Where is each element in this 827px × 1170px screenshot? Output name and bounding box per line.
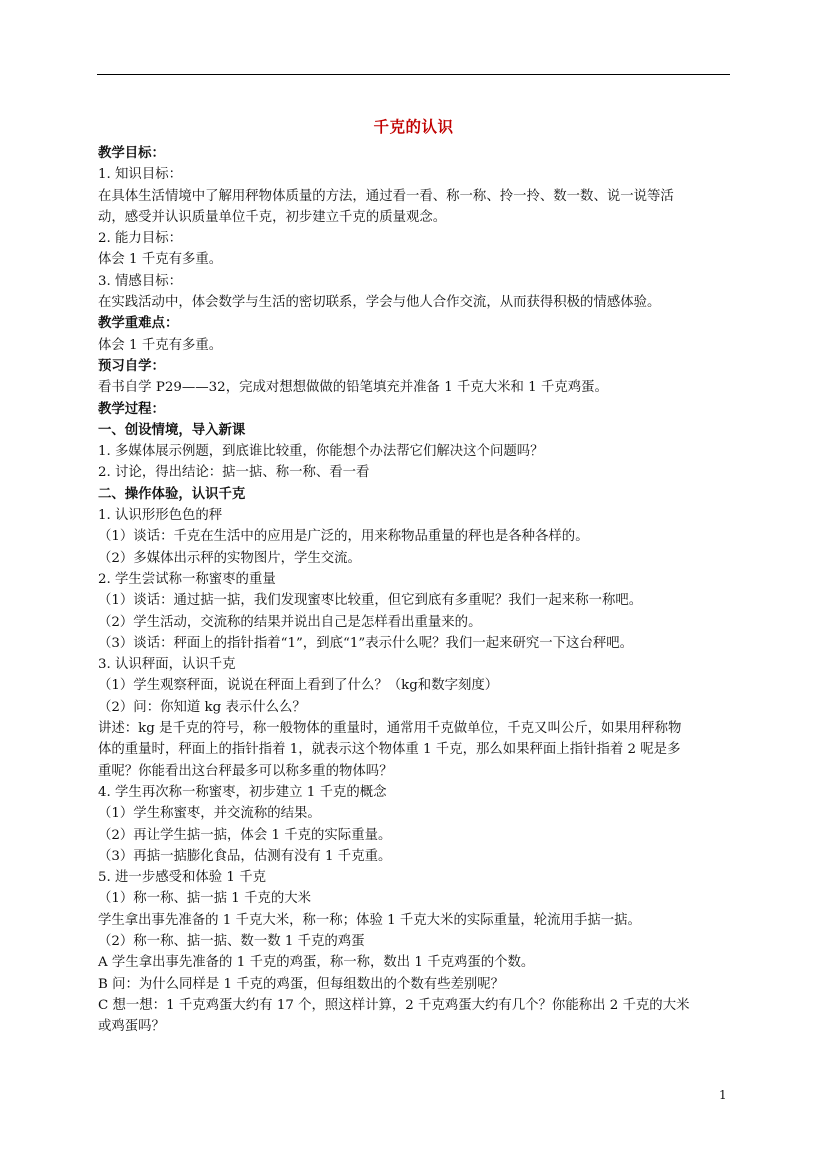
body-line: 重呢？你能看出这台秤最多可以称多重的物体吗？ bbox=[98, 763, 393, 779]
section-heading: 教学重难点： bbox=[98, 315, 179, 332]
body-line: 学生拿出事先准备的 1 千克大米，称一称；体验 1 千克大米的实际重量，轮流用手掂一掂。 bbox=[98, 912, 641, 928]
body-line: （3）再掂一掂膨化食品，估测有没有 1 千克重。 bbox=[98, 848, 392, 864]
body-line: 2. 学生尝试称一称蜜枣的重量 bbox=[98, 571, 276, 587]
body-line: 体的重量时，秤面上的指针指着 1，就表示这个物体重 1 千克，那么如果秤面上指针指着 2 呢是多 bbox=[98, 742, 681, 758]
body-line: 体会 1 千克有多重。 bbox=[98, 252, 223, 268]
body-line: 5. 进一步感受和体验 1 千克 bbox=[98, 870, 266, 886]
section-heading: 二、操作体验，认识千克 bbox=[98, 485, 246, 502]
body-line: 2. 讨论，得出结论：掂一掂、称一称、看一看 bbox=[98, 465, 370, 481]
body-line: 动，感受并认识质量单位千克，初步建立千克的质量观念。 bbox=[98, 209, 447, 225]
body-line: （2）学生活动，交流称的结果并说出自己是怎样看出重量来的。 bbox=[98, 614, 482, 630]
body-line: 1. 认识形形色色的秤 bbox=[98, 508, 223, 524]
body-line: 3. 认识秤面，认识千克 bbox=[98, 657, 236, 673]
section-heading: 一、创设情境，导入新课 bbox=[98, 421, 246, 438]
body-line: 1. 知识目标： bbox=[98, 167, 182, 183]
body-line: 讲述：kg 是千克的符号，称一般物体的重量时，通常用千克做单位，千克又叫公斤，如果用秤称物 bbox=[98, 721, 682, 737]
body-line: 在具体生活情境中了解用秤物体质量的方法，通过看一看、称一称、拎一拎、数一数、说一说等活 bbox=[98, 188, 674, 204]
body-line: C 想一想：1 千克鸡蛋大约有 17 个，照这样计算，2 千克鸡蛋大约有几个？你能称出 2 千克的大米 bbox=[98, 997, 690, 1013]
body-line: 3. 情感目标： bbox=[98, 273, 182, 289]
document-title: 千克的认识 bbox=[373, 117, 454, 136]
body-line: 体会 1 千克有多重。 bbox=[98, 337, 223, 353]
section-heading: 预习自学： bbox=[98, 357, 165, 374]
body-line: （1）学生称蜜枣，并交流称的结果。 bbox=[98, 806, 321, 822]
header-rule bbox=[97, 74, 730, 75]
page-number: 1 bbox=[719, 1088, 727, 1102]
body-line: 或鸡蛋吗？ bbox=[98, 1019, 165, 1035]
body-line: （2）问：你知道 kg 表示什么么？ bbox=[98, 699, 306, 715]
body-line: （2）再让学生掂一掂，体会 1 千克的实际重量。 bbox=[98, 827, 392, 843]
body-line: （3）谈话：秤面上的指针指着“1”，到底“1”表示什么呢？我们一起来研究一下这台秤吧。 bbox=[98, 635, 634, 651]
document-body bbox=[98, 143, 732, 1037]
body-line: （1）谈话：千克在生活中的应用是广泛的，用来称物品重量的秤也是各种各样的。 bbox=[98, 529, 589, 545]
body-line: （2）多媒体出示秤的实物图片，学生交流。 bbox=[98, 550, 361, 566]
body-line: （1）称一称、掂一掂 1 千克的大米 bbox=[98, 891, 312, 907]
body-line: 2. 能力目标： bbox=[98, 231, 182, 247]
body-line: （2）称一称、掂一掂、数一数 1 千克的鸡蛋 bbox=[98, 933, 365, 949]
body-line: 在实践活动中，体会数学与生活的密切联系，学会与他人合作交流，从而获得积极的情感体验。 bbox=[98, 295, 661, 311]
section-heading: 教学过程： bbox=[98, 400, 165, 417]
body-line: 看书自学 P29——32，完成对想想做做的铅笔填充并准备 1 千克大米和 1 千克鸡蛋。 bbox=[98, 380, 608, 396]
body-line: 4. 学生再次称一称蜜枣，初步建立 1 千克的概念 bbox=[98, 784, 387, 800]
body-line: （1）学生观察秤面，说说在秤面上看到了什么？（kg和数字刻度） bbox=[98, 678, 499, 694]
body-line: B 问：为什么同样是 1 千克的鸡蛋，但每组数出的个数有些差别呢？ bbox=[98, 976, 505, 992]
body-line: A 学生拿出事先准备的 1 千克的鸡蛋，称一称，数出 1 千克鸡蛋的个数。 bbox=[98, 955, 535, 971]
body-line: （1）谈话：通过掂一掂，我们发现蜜枣比较重，但它到底有多重呢？我们一起来称一称吧。 bbox=[98, 593, 643, 609]
section-heading: 教学目标： bbox=[98, 145, 165, 161]
body-line: 1. 多媒体展示例题，到底谁比较重，你能想个办法帮它们解决这个问题吗？ bbox=[98, 444, 544, 460]
